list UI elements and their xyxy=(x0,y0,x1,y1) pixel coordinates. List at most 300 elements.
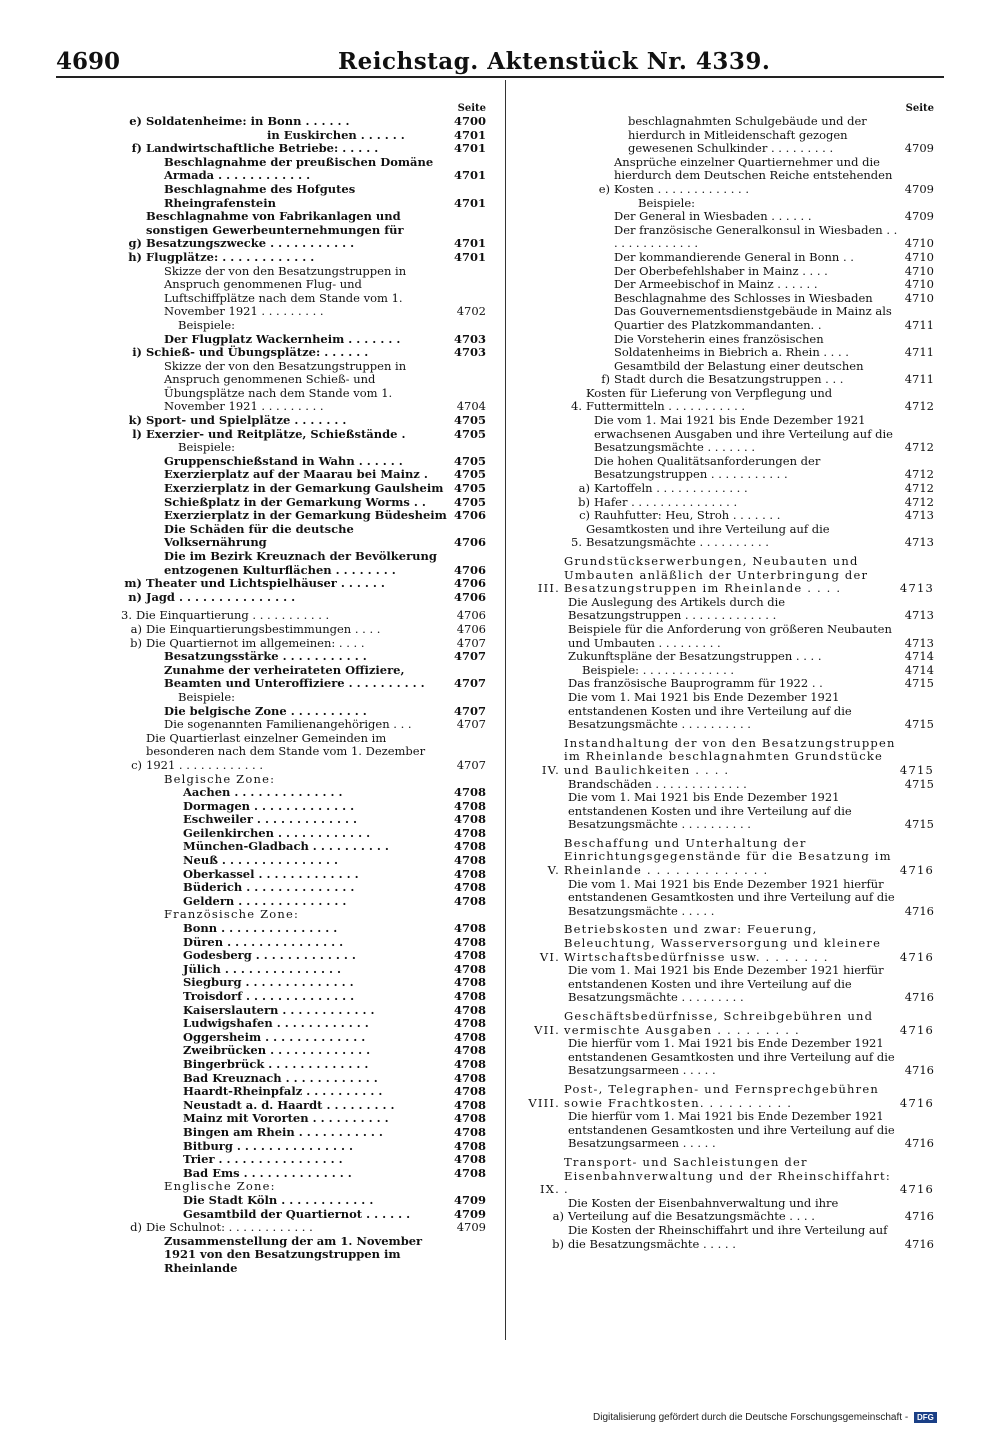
toc-entry xyxy=(110,1194,486,1208)
entry-label: III. xyxy=(537,581,560,596)
entry-page: 4711 xyxy=(904,345,934,360)
page-number: 4690 xyxy=(56,48,121,75)
entry-text: Die Schulnot: . . . . . . . . . . . . xyxy=(146,1220,313,1235)
entry-page: 4711 xyxy=(904,372,934,387)
entry-page: 4708 xyxy=(453,1124,486,1139)
entry-page: 4712 xyxy=(904,494,934,509)
entry-page: 4708 xyxy=(453,989,486,1003)
toc-entry xyxy=(528,691,934,732)
entry-text: Bingen am Rhein . . . . . . . . . . . xyxy=(183,1124,383,1139)
entry-text: Die hierfür vom 1. Mai 1921 bis Ende Dezember 1921 entstandenen Gesamtkosten und ihre Verteilung auf die Besatzungsarmeen . . . . . xyxy=(568,1109,895,1151)
entry-text: Kaiserslautern . . . . . . . . . . . . xyxy=(183,1002,375,1017)
entry-text: Mainz mit Vororten . . . . . . . . . . xyxy=(183,1111,389,1126)
entry-page: 4708 xyxy=(453,1043,486,1058)
entry-page: 4708 xyxy=(453,866,486,881)
entry-text: Brandschäden . . . . . . . . . . . . . xyxy=(568,776,747,791)
toc-entry xyxy=(528,677,934,691)
toc-entry xyxy=(110,691,486,705)
entry-page: 4708 xyxy=(453,1138,486,1153)
entry-text: Das Gouvernementsdienstgebäude in Mainz als Quartier des Platzkommandanten. . xyxy=(614,304,892,332)
entry-page: 4708 xyxy=(453,825,486,840)
toc-entry xyxy=(110,455,486,469)
entry-page: 4707 xyxy=(456,717,486,732)
toc-entry xyxy=(110,664,486,691)
toc-entry xyxy=(110,976,486,990)
entry-page: 4706 xyxy=(453,562,486,577)
entry-text: Die sogenannten Familienangehörigen . . . xyxy=(164,717,412,732)
entry-page: 4714 xyxy=(904,662,934,677)
entry-page: 4707 xyxy=(456,635,486,650)
toc-entry xyxy=(528,305,934,332)
entry-text: Beispiele: xyxy=(178,689,236,704)
entry-page: 4702 xyxy=(456,304,486,319)
entry-text: Schieß- und Übungsplätze: . . . . . . xyxy=(146,345,369,360)
entry-text: Die Einquartierung . . . . . . . . . . . xyxy=(136,608,330,623)
entry-page: 4701 xyxy=(453,249,486,264)
entry-text: Beschlagnahme des Hofgutes Rheingrafenstein xyxy=(164,181,356,210)
toc-entry xyxy=(110,868,486,882)
entry-text: Exerzierplatz auf der Maarau bei Mainz . xyxy=(164,467,428,482)
entry-page: 4708 xyxy=(453,1097,486,1112)
entry-text: Skizze der von den Besatzungstruppen in Anspruch genommenen Flug- und Luftschiffplätze nach dem Stande vom 1. November 1921 . . . . . . . . . xyxy=(164,263,407,319)
entry-text: Beispiele: xyxy=(178,317,236,332)
entry-label: l) xyxy=(132,426,142,441)
entry-text: Der französische Generalkonsul in Wiesbaden . . . . . . . . . . . . . . xyxy=(614,222,898,251)
entry-page: 4716 xyxy=(904,1136,934,1151)
toc-entry xyxy=(528,1010,934,1037)
toc-entry xyxy=(110,1058,486,1072)
entry-text: Zweibrücken . . . . . . . . . . . . . xyxy=(183,1043,371,1058)
entry-text: Landwirtschaftliche Betriebe: . . . . . xyxy=(146,141,379,156)
entry-text: Jülich . . . . . . . . . . . . . . . xyxy=(183,961,342,976)
toc-entry xyxy=(110,183,486,210)
entry-page: 4705 xyxy=(453,453,486,468)
entry-page: 4706 xyxy=(456,621,486,636)
toc-entry xyxy=(110,523,486,550)
entry-text: Flugplätze: . . . . . . . . . . . . xyxy=(146,249,315,264)
right-column xyxy=(528,102,934,1251)
entry-page: 4703 xyxy=(453,331,486,346)
entry-label: VII. xyxy=(534,1022,560,1037)
toc-entry xyxy=(528,387,934,414)
toc-entry xyxy=(110,251,486,265)
entry-page: 4706 xyxy=(453,576,486,591)
entry-page: 4710 xyxy=(904,277,934,292)
toc-entry xyxy=(528,414,934,455)
entry-text: Die belgische Zone . . . . . . . . . . xyxy=(164,703,367,718)
entry-text: Post-, Telegraphen- und Fernsprechgebühren sowie Frachtkosten. . . . . . . . . . xyxy=(564,1081,879,1110)
entry-text: Bingerbrück . . . . . . . . . . . . . xyxy=(183,1056,369,1071)
entry-text: Neuß . . . . . . . . . . . . . . . xyxy=(183,853,339,868)
entry-page: 4716 xyxy=(904,1236,934,1251)
toc-entry xyxy=(110,468,486,482)
toc-entry xyxy=(110,609,486,623)
entry-text: Sport- und Spielplätze . . . . . . . xyxy=(146,413,347,428)
entry-text: Bad Kreuznach . . . . . . . . . . . . xyxy=(183,1070,378,1085)
toc-entry xyxy=(110,1017,486,1031)
entry-page: 4705 xyxy=(453,413,486,428)
entry-text: Die hierfür vom 1. Mai 1921 bis Ende Dezember 1921 entstandenen Gesamtkosten und ihre Verteilung auf die Besatzungsarmeen . . . . . xyxy=(568,1036,895,1078)
entry-page: 4709 xyxy=(456,1220,486,1235)
entry-text: Rauhfutter: Heu, Stroh . . . . . . . xyxy=(594,508,781,523)
entry-page: 4706 xyxy=(453,589,486,604)
entry-text: Gesamtbild der Quartiernot . . . . . . xyxy=(183,1206,411,1221)
toc-entry xyxy=(110,1221,486,1235)
entry-label: a) xyxy=(552,1209,564,1224)
entry-label: f) xyxy=(131,141,142,156)
entry-text: in Euskirchen . . . . . . xyxy=(267,127,405,142)
page-header xyxy=(56,48,1000,78)
entry-page: 4706 xyxy=(453,508,486,523)
toc-entry xyxy=(110,1208,486,1222)
entry-text: Soldatenheime: in Bonn . . . . . . xyxy=(146,114,350,128)
toc-entry xyxy=(528,1224,934,1251)
entry-text: Geilenkirchen . . . . . . . . . . . . xyxy=(183,825,371,840)
entry-text: Zusammenstellung der am 1. November 1921 von den Besatzungstruppen im Rheinlande xyxy=(164,1233,423,1275)
toc-entry xyxy=(110,990,486,1004)
toc-entry xyxy=(110,800,486,814)
toc-entry xyxy=(528,650,934,664)
entry-text: Die Einquartierungsbestimmungen . . . . xyxy=(146,621,381,636)
entry-page: 4714 xyxy=(904,649,934,664)
toc-entry xyxy=(110,1180,486,1194)
entry-text: Beschlagnahme des Schlosses in Wiesbaden xyxy=(614,290,873,305)
entry-page: 4716 xyxy=(899,1095,934,1110)
toc-entry xyxy=(110,1004,486,1018)
toc-entry xyxy=(528,555,934,596)
toc-entry xyxy=(110,705,486,719)
entry-text: Ansprüche einzelner Quartiernehmer und die hierdurch dem Deutschen Reiche entstehenden Kosten . . . . . . . . . . . . . xyxy=(614,154,893,196)
entry-page: 4711 xyxy=(904,317,934,332)
toc-entry xyxy=(110,813,486,827)
entry-text: Die vom 1. Mai 1921 bis Ende Dezember 1921 hierfür entstandenen Gesamtkosten und ihre Verteilung auf die Besatzungsmächte . . . . . xyxy=(568,876,895,918)
toc-entry xyxy=(110,1126,486,1140)
entry-text: Der Armeebischof in Mainz . . . . . . xyxy=(614,277,818,292)
toc-entry xyxy=(110,1072,486,1086)
entry-page: 4708 xyxy=(453,893,486,908)
dfg-logo: DFG xyxy=(914,1412,937,1423)
toc-entry xyxy=(110,319,486,333)
entry-label: h) xyxy=(128,249,142,264)
left-column xyxy=(110,102,486,1275)
entry-text: Haardt-Rheinpfalz . . . . . . . . . . xyxy=(183,1084,383,1099)
entry-text: Die im Bezirk Kreuznach der Bevölkerung entzogenen Kulturflächen . . . . . . . . xyxy=(164,549,437,577)
entry-page: 4713 xyxy=(899,581,934,596)
entry-page: 4701 xyxy=(453,195,486,210)
toc-entry xyxy=(110,1031,486,1045)
entry-page: 4708 xyxy=(453,1084,486,1099)
entry-label: g) xyxy=(128,236,142,251)
entry-page: 4716 xyxy=(904,1063,934,1078)
entry-page: 4713 xyxy=(904,608,934,623)
entry-text: Beschlagnahme der preußischen Domäne Armada . . . . . . . . . . . . xyxy=(164,154,434,183)
toc-entry xyxy=(528,737,934,778)
entry-text: Die Auslegung des Artikels durch die Besatzungstruppen . . . . . . . . . . . . . xyxy=(568,594,786,623)
entry-text: Die vom 1. Mai 1921 bis Ende Dezember 1921 hierfür entstandenen Kosten und ihre Verteilung auf die Besatzungsmächte . . . . . . . . . xyxy=(568,963,884,1005)
toc-entry xyxy=(110,428,486,442)
entry-text: Büderich . . . . . . . . . . . . . . xyxy=(183,880,355,895)
entry-page: 4708 xyxy=(453,853,486,868)
entry-text: Gesamtbild der Belastung einer deutschen Stadt durch die Besatzungstruppen . . . xyxy=(614,358,864,387)
entry-page: 4712 xyxy=(904,440,934,455)
entry-text: Beispiele: xyxy=(178,440,236,455)
entry-page: 4705 xyxy=(453,494,486,509)
entry-label: e) xyxy=(598,181,610,196)
entry-page: 4708 xyxy=(453,961,486,976)
entry-label: 3. xyxy=(121,608,132,623)
toc-entry xyxy=(528,1037,934,1078)
toc-entry xyxy=(110,623,486,637)
entry-text: Ludwigshafen . . . . . . . . . . . . xyxy=(183,1016,369,1031)
toc-entry xyxy=(110,840,486,854)
toc-entry xyxy=(110,827,486,841)
toc-entry xyxy=(528,1156,934,1197)
entry-text: Französische Zone: xyxy=(164,907,300,922)
page-title: Reichstag. Aktenstück Nr. 4339. xyxy=(338,48,771,75)
entry-text: Zukunftspläne der Besatzungstruppen . . . . xyxy=(568,649,822,664)
entry-text: Englische Zone: xyxy=(164,1179,276,1194)
entry-text: Düren . . . . . . . . . . . . . . . xyxy=(183,934,344,949)
entry-label: e) xyxy=(129,114,142,128)
toc-entry xyxy=(528,964,934,1005)
toc-entry xyxy=(528,333,934,360)
entry-text: Skizze der von den Besatzungstruppen in Anspruch genommenen Schieß- und Übungsplätze nach dem Stande vom 1. November 1921 . . . . . . . . . xyxy=(164,358,407,414)
toc-entry xyxy=(110,1153,486,1167)
entry-text: Die Schäden für die deutsche Volksernährung xyxy=(164,521,354,550)
entry-text: Die Kosten der Rheinschiffahrt und ihre Verteilung auf die Besatzungsmächte . . . . . xyxy=(568,1222,888,1251)
toc-entry xyxy=(528,778,934,792)
entry-text: Exerzierplatz in der Gemarkung Büdesheim xyxy=(164,508,447,523)
entry-text: Hafer . . . . . . . . . . . . . . . xyxy=(594,494,738,509)
toc-entry xyxy=(110,115,486,129)
seite-label-right: Seite xyxy=(905,103,934,114)
entry-text: Geschäftsbedürfnisse, Schreibgebühren und vermischte Ausgaben . . . . . . . . . xyxy=(564,1009,874,1037)
entry-page: 4708 xyxy=(453,921,486,936)
toc-entry xyxy=(528,156,934,197)
toc-entry xyxy=(110,949,486,963)
entry-text: Die Vorsteherin eines französischen Soldatenheims in Biebrich a. Rhein . . . . xyxy=(614,331,849,360)
toc-entry xyxy=(528,791,934,832)
entry-text: Jagd . . . . . . . . . . . . . . . xyxy=(146,589,296,604)
entry-text: Bitburg . . . . . . . . . . . . . . . xyxy=(183,1138,354,1153)
entry-text: Dormagen . . . . . . . . . . . . . xyxy=(183,798,355,813)
right-entry-list xyxy=(528,115,934,1251)
entry-label: a) xyxy=(578,481,590,496)
toc-entry xyxy=(528,292,934,306)
entry-text: Die Stadt Köln . . . . . . . . . . . . xyxy=(183,1192,374,1207)
entry-page: 4716 xyxy=(899,1022,934,1037)
entry-text: Die hohen Qualitätsanforderungen der Besatzungstruppen . . . . . . . . . . . xyxy=(594,453,821,482)
entry-text: Die Kosten der Eisenbahnverwaltung und ihre Verteilung auf die Besatzungsmächte . . . . xyxy=(568,1195,839,1224)
toc-entry xyxy=(528,523,934,550)
entry-page: 4716 xyxy=(899,863,934,878)
entry-text: Beispiele: xyxy=(638,195,696,210)
entry-label: b) xyxy=(130,635,142,650)
toc-entry xyxy=(528,278,934,292)
toc-entry xyxy=(110,333,486,347)
entry-label: k) xyxy=(128,413,142,428)
entry-page: 4716 xyxy=(899,949,934,964)
entry-label: IV. xyxy=(541,762,560,777)
entry-page: 4708 xyxy=(453,1016,486,1031)
entry-page: 4709 xyxy=(453,1192,486,1207)
entry-page: 4705 xyxy=(453,481,486,496)
entry-page: 4701 xyxy=(453,127,486,142)
entry-page: 4707 xyxy=(456,757,486,772)
entry-text: Das französische Bauprogramm für 1922 . . xyxy=(568,676,823,691)
column-divider xyxy=(505,80,506,1340)
entry-page: 4708 xyxy=(453,1111,486,1126)
toc-entry xyxy=(110,1140,486,1154)
entry-text: Exerzier- und Reitplätze, Schießstände . xyxy=(146,426,406,441)
toc-entry xyxy=(110,591,486,605)
entry-page: 4709 xyxy=(904,181,934,196)
toc-entry xyxy=(110,156,486,183)
entry-text: Gruppenschießstand in Wahn . . . . . . xyxy=(164,453,403,468)
entry-page: 4710 xyxy=(904,249,934,264)
left-entry-list xyxy=(110,115,486,1275)
entry-label: f) xyxy=(601,372,610,387)
entry-label: d) xyxy=(130,1220,142,1235)
entry-page: 4715 xyxy=(904,676,934,691)
toc-entry xyxy=(110,637,486,651)
entry-page: 4708 xyxy=(453,812,486,827)
toc-entry xyxy=(528,923,934,964)
entry-page: 4716 xyxy=(899,1182,934,1197)
entry-page: 4706 xyxy=(453,535,486,550)
toc-entry xyxy=(110,718,486,732)
entry-text: Kartoffeln . . . . . . . . . . . . . xyxy=(594,481,748,496)
entry-page: 4713 xyxy=(904,535,934,550)
entry-text: Neustadt a. d. Haardt . . . . . . . . . xyxy=(183,1097,395,1112)
entry-text: Oberkassel . . . . . . . . . . . . . xyxy=(183,866,359,881)
entry-page: 4715 xyxy=(904,817,934,832)
toc-entry xyxy=(110,854,486,868)
entry-text: Der kommandierende General in Bonn . . xyxy=(614,249,854,264)
entry-text: Kosten für Lieferung von Verpflegung und Futtermitteln . . . . . . . . . . . xyxy=(586,385,833,414)
toc-entry xyxy=(110,482,486,496)
toc-entry xyxy=(528,197,934,211)
entry-text: Oggersheim . . . . . . . . . . . . . xyxy=(183,1029,366,1044)
toc-entry xyxy=(110,1112,486,1126)
toc-entry xyxy=(528,482,934,496)
entry-page: 4712 xyxy=(904,481,934,496)
entry-label: V. xyxy=(547,863,560,878)
toc-entry xyxy=(110,963,486,977)
seite-label-left: Seite xyxy=(457,103,486,114)
entry-page: 4708 xyxy=(453,839,486,854)
entry-label: IX. xyxy=(540,1182,560,1197)
entry-label: n) xyxy=(128,589,142,604)
entry-page: 4708 xyxy=(453,975,486,990)
toc-entry xyxy=(528,837,934,878)
entry-label: 4. xyxy=(571,399,582,414)
toc-entry xyxy=(110,895,486,909)
entry-text: beschlagnahmten Schulgebäude und der hierdurch in Mitleidenschaft gezogen gewesenen Schulkinder . . . . . . . . . xyxy=(628,114,867,156)
entry-page: 4708 xyxy=(453,1165,486,1180)
entry-text: Belgische Zone: xyxy=(164,771,276,786)
entry-page: 4701 xyxy=(453,168,486,183)
entry-label: c) xyxy=(579,508,590,523)
footer xyxy=(593,1412,937,1423)
toc-entry xyxy=(110,1235,486,1276)
toc-entry xyxy=(528,509,934,523)
entry-page: 4712 xyxy=(904,467,934,482)
entry-page: 4707 xyxy=(453,649,486,664)
entry-page: 4708 xyxy=(453,1029,486,1044)
entry-page: 4708 xyxy=(453,798,486,813)
entry-page: 4707 xyxy=(453,703,486,718)
toc-entry xyxy=(110,414,486,428)
entry-text: Grundstückserwerbungen, Neubauten und Umbauten anläßlich der Unterbringung der Besatzungstruppen im Rheinlande . . . . xyxy=(564,554,869,596)
entry-text: Bonn . . . . . . . . . . . . . . . xyxy=(183,921,338,936)
entry-page: 4710 xyxy=(904,290,934,305)
entry-text: Die Quartierlast einzelner Gemeinden im besonderen nach dem Stande vom 1. Dezember 1921 . . . . . . . . . . . . xyxy=(146,730,426,772)
entry-page: 4704 xyxy=(456,399,486,414)
toc-entry xyxy=(528,265,934,279)
toc-entry xyxy=(528,360,934,387)
toc-entry xyxy=(528,1110,934,1151)
toc-entry xyxy=(528,596,934,623)
entry-text: Die vom 1. Mai 1921 bis Ende Dezember 1921 erwachsenen Ausgaben und ihre Verteilung auf die Besatzungsmächte . . . . . . . xyxy=(594,413,893,455)
entry-text: Beispiele: . . . . . . . . . . . . . xyxy=(582,662,735,677)
toc-entry xyxy=(110,496,486,510)
entry-page: 4701 xyxy=(453,141,486,156)
entry-page: 4710 xyxy=(904,236,934,251)
entry-text: Zunahme der verheirateten Offiziere, Beamten und Unteroffiziere . . . . . . . . . . xyxy=(164,662,425,691)
entry-page: 4709 xyxy=(904,209,934,224)
entry-text: Gesamtkosten und ihre Verteilung auf die Besatzungsmächte . . . . . . . . . . xyxy=(586,521,830,550)
toc-entry xyxy=(528,1083,934,1110)
entry-page: 4703 xyxy=(453,345,486,360)
toc-entry xyxy=(110,908,486,922)
toc-entry xyxy=(110,577,486,591)
entry-text: Beschlagnahme von Fabrikanlagen und sonstigen Gewerbeunternehmungen für Besatzungszwecke . . . . . . . . . . . xyxy=(146,209,404,251)
entry-page: 4713 xyxy=(904,508,934,523)
footer-text: Digitalisierung gefördert durch die Deutsche Forschungsgemeinschaft - xyxy=(593,1412,909,1424)
entry-label: a) xyxy=(130,621,142,636)
entry-text: Godesberg . . . . . . . . . . . . . xyxy=(183,948,356,963)
entry-text: Bad Ems . . . . . . . . . . . . . . xyxy=(183,1165,352,1180)
entry-page: 4706 xyxy=(456,608,486,623)
entry-text: Beschaffung und Unterhaltung der Einrichtungsgegenstände für die Besatzung im Rheinlande . . . . . . . . . . . . . xyxy=(564,835,892,878)
toc-entry xyxy=(110,650,486,664)
entry-text: Die vom 1. Mai 1921 bis Ende Dezember 1921 entstandenen Kosten und ihre Verteilung auf die Besatzungsmächte . . . . . . . . . . xyxy=(568,689,852,732)
entry-text: München-Gladbach . . . . . . . . . . xyxy=(183,839,389,854)
entry-page: 4708 xyxy=(453,948,486,963)
entry-text: Betriebskosten und zwar: Feuerung, Beleuchtung, Wasserversorgung und kleinere Wirtschaftsbedürfnisse usw. . . . . . . . xyxy=(564,922,882,964)
entry-page: 4715 xyxy=(904,717,934,732)
toc-entry xyxy=(110,129,486,143)
toc-entry xyxy=(528,496,934,510)
entry-page: 4700 xyxy=(453,114,486,128)
entry-page: 4716 xyxy=(904,1209,934,1224)
toc-entry xyxy=(528,251,934,265)
toc-entry xyxy=(110,1085,486,1099)
toc-entry xyxy=(110,441,486,455)
entry-text: Trier . . . . . . . . . . . . . . . . xyxy=(183,1152,343,1167)
toc-entry xyxy=(110,786,486,800)
entry-text: Die Quartiernot im allgemeinen: . . . . xyxy=(146,635,365,650)
entry-page: 4716 xyxy=(904,990,934,1005)
entry-page: 4708 xyxy=(453,1002,486,1017)
entry-label: b) xyxy=(578,494,590,509)
entry-page: 4705 xyxy=(453,467,486,482)
toc-entry xyxy=(528,1197,934,1224)
toc-entry xyxy=(528,210,934,224)
entry-page: 4710 xyxy=(904,263,934,278)
toc-entry xyxy=(528,224,934,251)
